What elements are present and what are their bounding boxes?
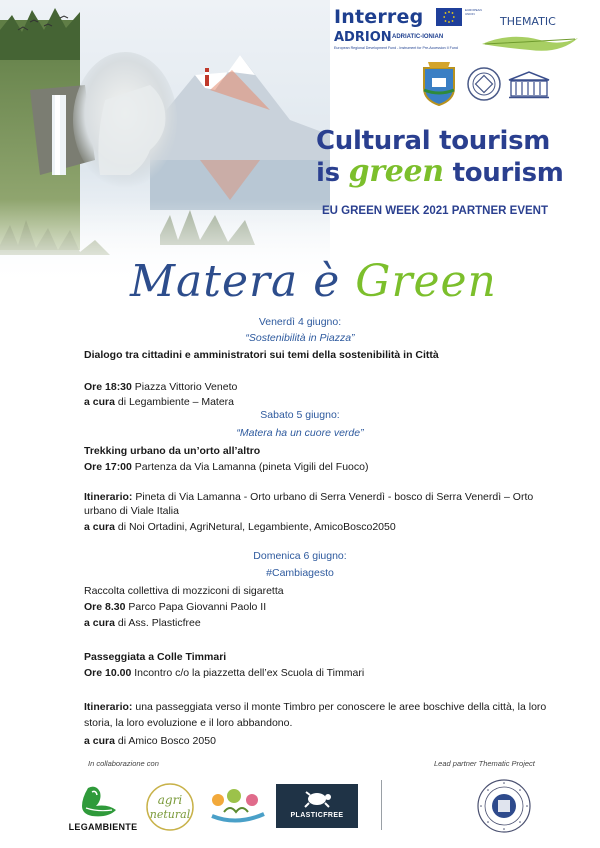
day3-itinerary — [84, 700, 546, 714]
day3-care2 — [84, 734, 216, 748]
plasticfree-turtle-icon — [276, 784, 358, 812]
legambiente-logo — [68, 782, 138, 834]
day3-time-label: Ore 8.30 — [84, 601, 126, 613]
day3-care2-text: di Amico Bosco 2050 — [114, 735, 216, 747]
campaign-title-line1: Cultural tourism — [316, 126, 551, 156]
day3-itinerary-text-1: una passeggiata verso il monte Timbro per conoscere le aree boschive della città, la loro — [132, 701, 547, 713]
day1-description: Dialogo tra cittadini e amministratori sui temi della sostenibilità in Città — [84, 349, 439, 361]
day2-care-text: di Noi Ortadini, AgriNetural, Legambiente, AmicoBosco2050 — [114, 521, 396, 533]
day2-time — [84, 460, 368, 474]
nature-collage-image — [0, 0, 330, 285]
day3-date: Domenica 6 giugno: — [253, 550, 347, 562]
day2-subtitle: “Matera ha un cuore verde” — [236, 427, 364, 439]
day3-walk-time-text: Incontro c/o la piazzetta dell’ex Scuola di Timmari — [131, 667, 365, 679]
day1-care-text: di Legambiente – Matera — [114, 396, 235, 408]
day1-subtitle: “Sostenibilità in Piazza” — [245, 332, 355, 344]
netural-word: netural — [149, 808, 191, 821]
agrinetural-logo — [142, 782, 198, 832]
day2-activity: Trekking urbano da un’orto all’altro — [84, 445, 261, 457]
unesco-logo-icon — [506, 70, 552, 100]
legambiente-name: LEGAMBIENTE — [68, 822, 138, 832]
agri-word: agri — [157, 793, 183, 807]
day3-activity: Raccolta collettiva di mozziconi di sigaretta — [84, 585, 284, 597]
collaboration-label: In collaborazione con — [88, 759, 159, 768]
thematic-label: THEMATIC — [500, 15, 556, 28]
interreg-fine-print: European Regional Development Fund - Instrument for Pre-Accession II Fund — [334, 46, 458, 50]
main-title — [130, 256, 497, 307]
day2-care-label: a cura — [84, 521, 115, 533]
event-label: EU GREEN WEEK 2021 PARTNER EVENT — [322, 205, 549, 217]
campaign-is: is — [316, 158, 349, 188]
day3-walk-title: Passeggiata a Colle Timmari — [84, 651, 227, 663]
main-title-matera: Matera è — [130, 256, 356, 307]
day2-care — [84, 520, 396, 534]
day2-time-text: Partenza da Via Lamanna (pineta Vigili del Fuoco) — [131, 461, 369, 473]
day3-subtitle: #Cambiagesto — [266, 567, 334, 579]
heritage-seal-icon — [466, 66, 502, 102]
campaign-tourism: tourism — [443, 158, 564, 188]
day1-time-text: Piazza Vittorio Veneto — [131, 381, 238, 393]
day2-time-label: Ore 17:00 — [84, 461, 132, 473]
day3-itinerary-line2: storia, la loro evoluzione e il loro abbandono. — [84, 717, 293, 729]
day3-time-text: Parco Papa Giovanni Paolo II — [125, 601, 267, 613]
day3-care2-label: a cura — [84, 735, 115, 747]
day3-care-label: a cura — [84, 617, 115, 629]
interreg-name: Interreg — [334, 6, 424, 28]
noi-ortadini-logo — [204, 782, 270, 832]
day1-care-label: a cura — [84, 396, 115, 408]
day3-care-text: di Ass. Plasticfree — [114, 617, 201, 629]
thematic-leaf-icon — [480, 32, 580, 56]
campaign-green-word: green — [348, 154, 444, 189]
day2-itinerary-text-1: Pineta di Via Lamanna - Orto urbano di Serra Venerdì - bosco di Serra Venerdì – Orto — [132, 491, 534, 503]
eu-label: EUROPEAN UNION — [465, 8, 482, 16]
day2-itinerary — [84, 490, 533, 504]
day2-itinerary-label: Itinerario: — [84, 491, 133, 503]
day3-time — [84, 600, 266, 614]
footer-divider — [381, 780, 382, 830]
main-title-green: Green — [355, 256, 497, 307]
interreg-program: ADRION — [334, 30, 392, 45]
matera-coat-of-arms-icon — [418, 60, 460, 106]
day1-care — [84, 395, 234, 409]
plasticfree-logo — [276, 784, 358, 828]
day3-walk-time-label: Ore 10.00 — [84, 667, 132, 679]
day1-time — [84, 380, 237, 394]
plasticfree-name: PLASTICFREE — [290, 812, 344, 819]
noi-ortadini-icon — [204, 782, 270, 832]
day3-care — [84, 616, 201, 630]
hero-illustration — [0, 0, 330, 285]
interreg-subtitle: ADRIATIC-IONIAN — [392, 34, 444, 40]
day1-time-label: Ore 18:30 — [84, 381, 132, 393]
agrinetural-badge-icon — [142, 782, 198, 832]
day2-itinerary-line2: urbano di Viale Italia — [84, 505, 179, 517]
university-basilicata-seal-icon — [476, 778, 532, 834]
day2-date: Sabato 5 giugno: — [260, 409, 340, 421]
eu-flag-icon — [436, 8, 462, 26]
legambiente-swan-icon — [68, 782, 138, 822]
day1-date: Venerdì 4 giugno: — [258, 316, 342, 328]
lead-partner-label: Lead partner Thematic Project — [434, 759, 535, 768]
day3-itinerary-label: Itinerario: — [84, 701, 133, 713]
campaign-title-line2 — [316, 154, 564, 189]
thematic-logo — [480, 10, 580, 58]
day3-walk-time — [84, 666, 364, 680]
